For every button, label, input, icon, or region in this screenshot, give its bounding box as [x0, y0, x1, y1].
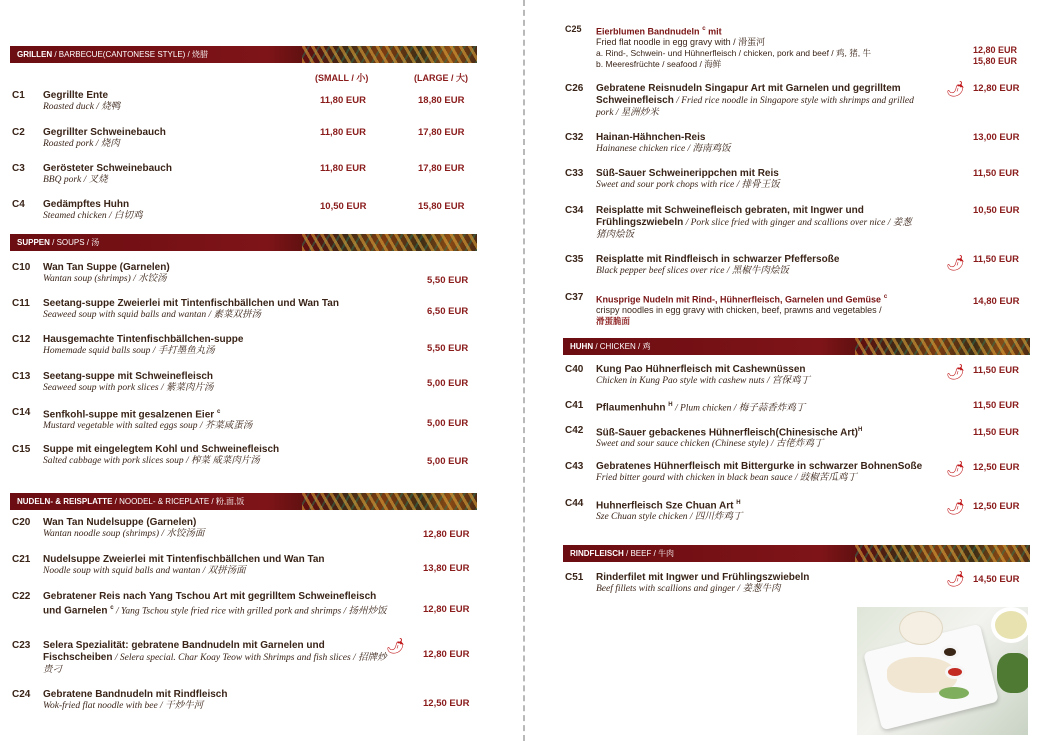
price: 12,80 EUR: [423, 604, 470, 615]
price-b: 15,80 EUR: [973, 56, 1018, 66]
cucumber-slices: [939, 687, 969, 699]
price: 12,50 EUR: [423, 698, 470, 709]
price: 5,00 EUR: [427, 378, 469, 389]
small-portion-label: (SMALL / 小): [315, 73, 369, 83]
page-fold-line: [523, 0, 525, 741]
price: 11,50 EUR: [973, 400, 1019, 411]
price: 6,50 EUR: [427, 306, 469, 317]
price: 12,50 EUR: [973, 501, 1020, 512]
section-header-suppen: SUPPEN / SOUPS / 汤: [10, 234, 477, 251]
price: 11,50 EUR: [973, 254, 1019, 265]
price-small: 11,80 EUR: [320, 95, 366, 106]
price: 11,50 EUR: [973, 365, 1019, 376]
price: 11,50 EUR: [973, 427, 1019, 438]
large-portion-label: (LARGE / 大): [414, 73, 468, 83]
chili-sauce-dish: [945, 665, 965, 679]
price-large: 18,80 EUR: [418, 95, 465, 106]
price: 12,50 EUR: [973, 462, 1020, 473]
food-photo-chicken-rice: [857, 607, 1028, 735]
price: 5,50 EUR: [427, 275, 469, 286]
price: 13,00 EUR: [973, 132, 1020, 143]
price-large: 17,80 EUR: [418, 127, 465, 138]
price: 12,80 EUR: [423, 649, 470, 660]
price-small: 11,80 EUR: [320, 163, 366, 174]
section-header-huhn: HUHN / CHICKEN / 鸡: [563, 338, 1030, 355]
price: 10,50 EUR: [973, 205, 1020, 216]
price-large: 17,80 EUR: [418, 163, 465, 174]
chili-icon: 🌶: [946, 255, 966, 272]
price: 5,50 EUR: [427, 343, 469, 354]
price: 5,00 EUR: [427, 418, 469, 429]
chili-icon: 🌶: [946, 461, 966, 478]
section-header-grillen: GRILLEN / BARBECUE(CANTONESE STYLE) / 烧腊: [10, 46, 477, 63]
chili-icon: 🌶: [946, 499, 966, 516]
price-small: 11,80 EUR: [320, 127, 366, 138]
price: 11,50 EUR: [973, 168, 1019, 179]
price: 12,80 EUR: [423, 529, 470, 540]
chili-icon: 🌶: [946, 81, 966, 98]
price: 14,50 EUR: [973, 574, 1020, 585]
price-large: 15,80 EUR: [418, 201, 465, 212]
chili-icon: 🌶: [946, 364, 966, 381]
price-small: 10,50 EUR: [320, 201, 367, 212]
price: 5,00 EUR: [427, 456, 469, 467]
dark-sauce-dish: [941, 645, 959, 659]
section-header-nudeln: NUDELN- & REISPLATTE / NOODEL- & RICEPLATE / 粉,面,饭: [10, 493, 477, 510]
rice-mound: [899, 611, 943, 645]
price: 14,80 EUR: [973, 296, 1020, 307]
price-a: 12,80 EUR: [973, 45, 1018, 55]
price: 12,80 EUR: [973, 83, 1020, 94]
greens: [997, 653, 1028, 693]
price: 13,80 EUR: [423, 563, 470, 574]
section-header-rindfleisch: RINDFLEISCH / BEEF / 牛肉: [563, 545, 1030, 562]
chili-icon: 🌶: [386, 638, 406, 655]
soup-bowl: [991, 607, 1028, 643]
chili-icon: 🌶: [946, 571, 966, 588]
